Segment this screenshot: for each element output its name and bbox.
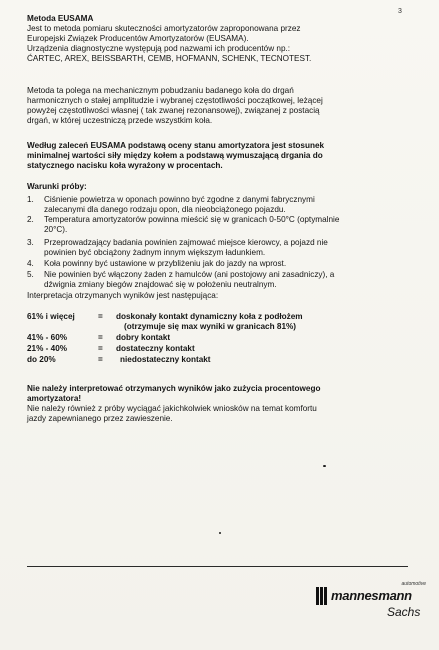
logo-sub: Sachs <box>387 605 421 619</box>
result-sep-1: = <box>98 312 103 321</box>
warning-line-3: Nie należy również z próby wyciągać jakichkolwiek wniosków na temat komfortu <box>27 404 317 413</box>
condition-5-num: 5. <box>27 270 34 279</box>
condition-1-num: 1. <box>27 195 34 204</box>
result-desc-3: dostateczny kontakt <box>116 344 195 353</box>
mannesmann-mark-icon <box>316 587 328 605</box>
condition-2-num: 2. <box>27 215 34 224</box>
conditions-title: Warunki próby: <box>27 182 87 191</box>
result-range-4: do 20% <box>27 355 56 364</box>
recommendation-line-1: Według zaleceń EUSAMA podstawą oceny stanu amortyzatora jest stosunek <box>27 141 325 150</box>
condition-1-line-2: zalecanymi dla danego rodzaju opon, dla nieobciążonego pojazdu. <box>44 205 286 214</box>
page-number: 3 <box>398 8 402 15</box>
result-sep-4: = <box>98 355 103 364</box>
interpretation-line: Interpretacja otrzymanych wyników jest następująca: <box>27 291 219 300</box>
result-range-1: 61% i więcej <box>27 312 75 321</box>
condition-1-line-1: Ciśnienie powietrza w oponach powinno być zgodne z danymi fabrycznymi <box>44 195 315 204</box>
principle-line-2: harmonicznych o stałej amplitudzie i wybranej częstotliwości początkowej, leżącej <box>27 96 323 105</box>
scan-speck <box>219 532 221 534</box>
condition-4-line-1: Koła powinny być ustawione w przybliżeniu jak do jazdy na wprost. <box>44 259 287 268</box>
principle-line-3: powyżej częstotliwości własnej ( tak zwanej rezonansowej), związanej z postacią <box>27 106 320 115</box>
result-sep-3: = <box>98 344 103 353</box>
condition-5-line-1: Nie powinien być włączony żaden z hamulców (ani postojowy ani zasadniczy), a <box>44 270 335 279</box>
principle-line-4: drgań, w której uczestniczą przede wszystkim koła. <box>27 116 213 125</box>
condition-3-line-1: Przeprowadzający badania powinien zajmować miejsce kierowcy, a pojazd nie <box>44 238 328 247</box>
principle-line-1: Metoda ta polega na mechanicznym pobudzaniu badanego koła do drgań <box>27 86 294 95</box>
result-desc-1: doskonały kontakt dynamiczny koła z podłożem <box>116 312 303 321</box>
recommendation-line-2: minimalnej wartości siły między kołem a podstawą wymuszającą drgania do <box>27 151 323 160</box>
logo-name: mannesmann <box>331 588 412 603</box>
result-note-1: (otrzymuje się max wyniki w granicach 81%) <box>124 322 297 331</box>
condition-2-line-2: 20°C). <box>44 225 68 234</box>
method-title: Metoda EUSAMA <box>27 14 94 23</box>
scan-speck <box>323 465 326 467</box>
result-desc-2: dobry kontakt <box>116 333 171 342</box>
method-line-2: Europejski Związek Producentów Amortyzatorów (EUSAMA). <box>27 34 249 43</box>
method-line-3: Urządzenia diagnostyczne występują pod nazwami ich producentów np.: <box>27 44 291 53</box>
mannesmann-sachs-logo <box>316 581 432 629</box>
condition-5-line-2: dźwignia zmiany biegów znajdować się w położeniu neutralnym. <box>44 280 277 289</box>
method-line-1: Jest to metoda pomiaru skuteczności amortyzatorów zaproponowana przez <box>27 24 301 33</box>
method-line-4: ĆARTEC, AREX, BEISSBARTH, CEMB, HOFMANN, SCHENK, TECNOTEST. <box>27 54 312 63</box>
warning-line-1: Nie należy interpretować otrzymanych wyników jako zużycia procentowego <box>27 384 321 393</box>
footer-rule <box>27 566 408 567</box>
condition-3-num: 3. <box>27 238 34 247</box>
condition-4-num: 4. <box>27 259 34 268</box>
condition-2-line-1: Temperatura amortyzatorów powinna mieścić się w granicach 0-50°C (optymalnie <box>44 215 340 224</box>
warning-line-2: amortyzatora! <box>27 394 82 403</box>
result-range-2: 41% - 60% <box>27 333 68 342</box>
condition-3-line-2: powinien być obciążony żadnym innym większym ładunkiem. <box>44 248 266 257</box>
result-sep-2: = <box>98 333 103 342</box>
result-range-3: 21% - 40% <box>27 344 68 353</box>
warning-line-4: jazdy zapewnianego przez zawieszenie. <box>27 414 173 423</box>
recommendation-line-3: statycznego nacisku koła wyrażony w procentach. <box>27 161 223 170</box>
logo-automotive-label: automotive <box>401 581 426 587</box>
result-desc-4: niedostateczny kontakt <box>120 355 211 364</box>
